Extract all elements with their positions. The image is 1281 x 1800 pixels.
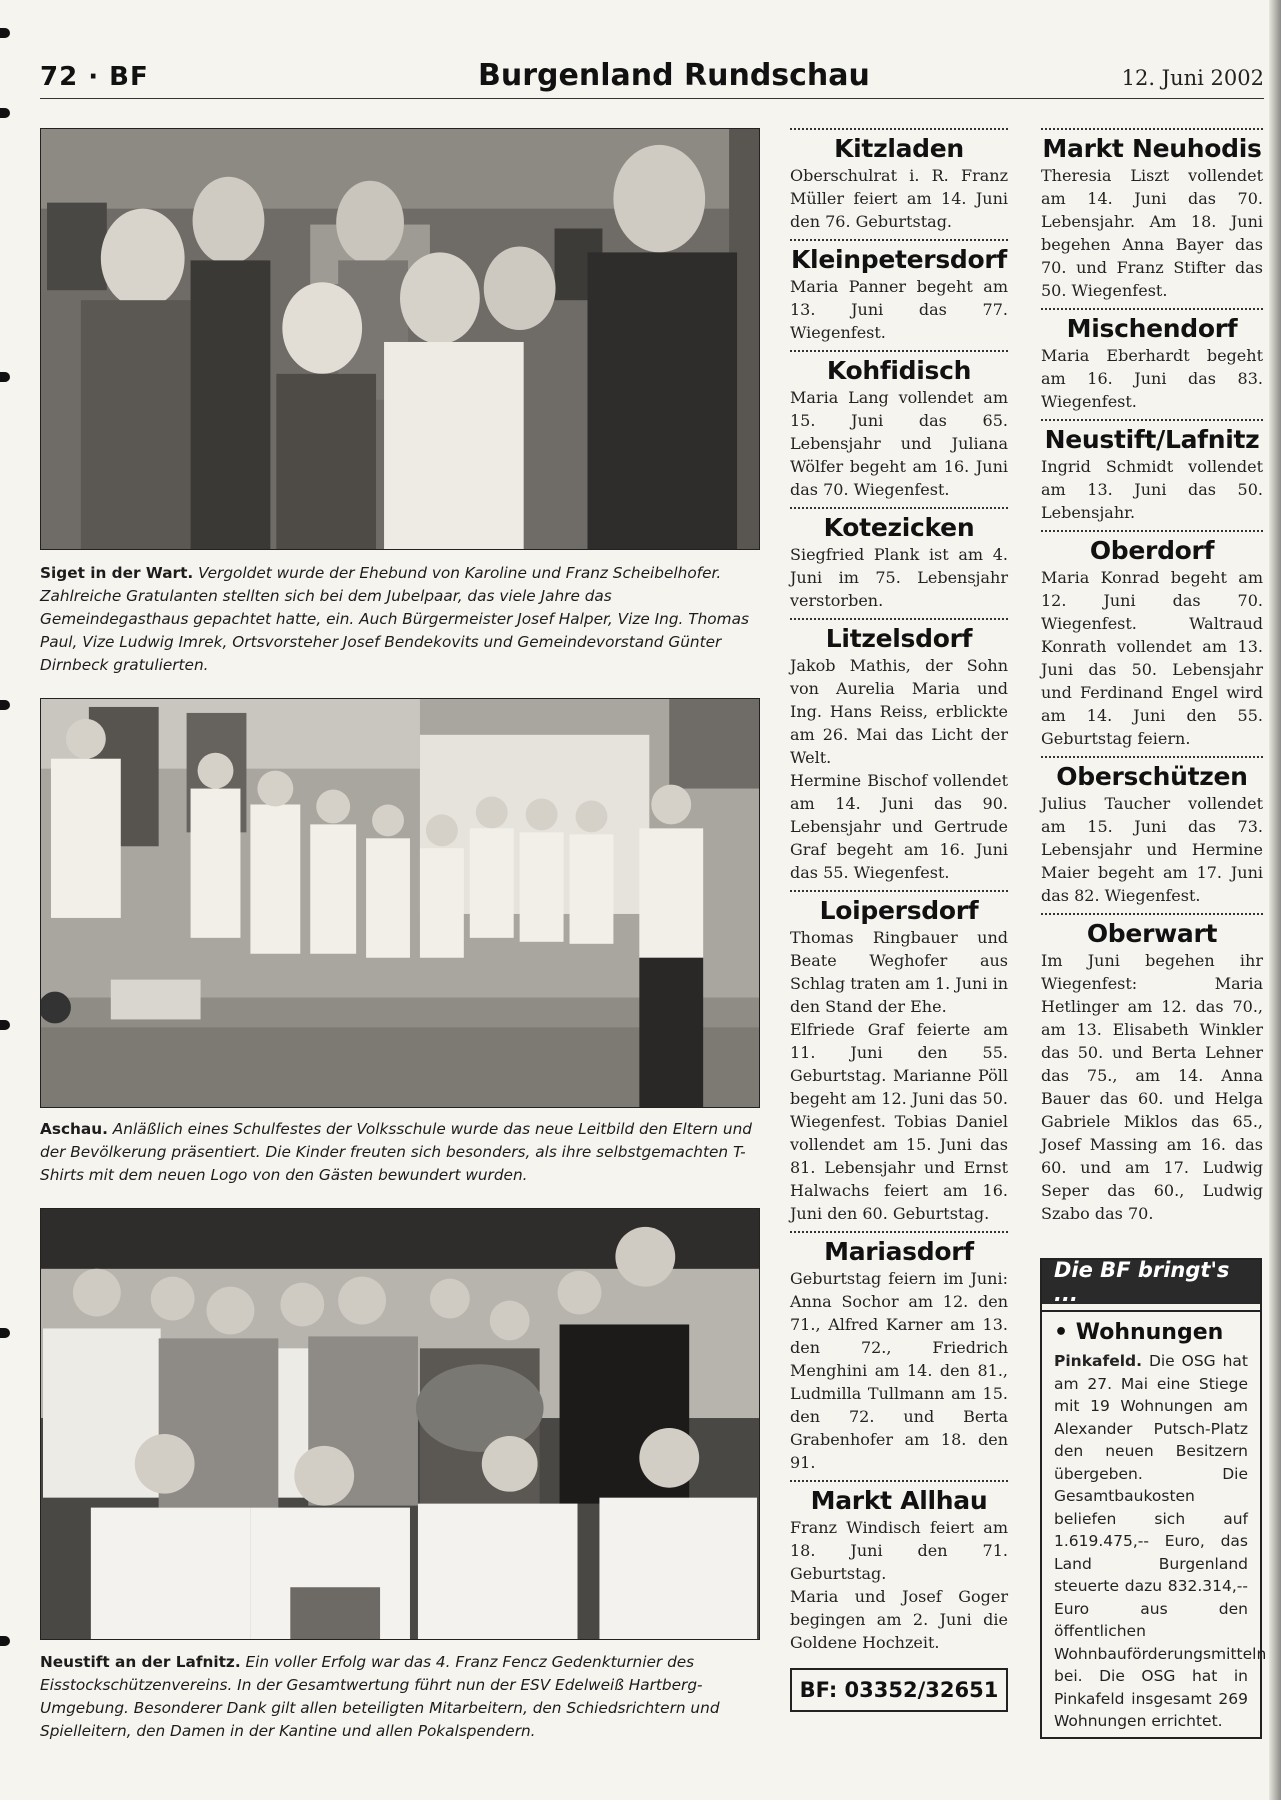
- issue-date: 12. Juni 2002: [1121, 66, 1264, 90]
- entry-text: Im Juni begehen ihr Wiegenfest: Maria Hetlinger am 12. das 70., am 13. Elisabeth Winkler das 50. und Berta Lehner das 75., am 14. Anna Bauer das 60. und Helga Gabriele Miklos das 65., Josef Massing am 16. das 60. und am 17. Ludwig Seper das 60., Ludwig Szabo das 70.: [1041, 951, 1263, 1223]
- binder-hole: [0, 108, 10, 118]
- announcement-entry: [1041, 128, 1263, 302]
- entry-title: Loipersdorf: [819, 896, 979, 925]
- bf-box-lead: Pinkafeld.: [1054, 1352, 1143, 1370]
- binder-hole: [0, 28, 10, 38]
- announcement-entry: [790, 239, 1008, 344]
- announcement-entry: [790, 128, 1008, 233]
- entry-title: Oberdorf: [1089, 536, 1215, 565]
- bf-news-box: [1040, 1258, 1267, 1739]
- entry-text: Theresia Liszt vollendet am 14. Juni das 70. Lebensjahr. Am 18. Juni begehen Anna Bayer das 70. und Franz Stifter das 50. Wiegenfest.: [1041, 166, 1263, 300]
- entry-title: Markt Neuhodis: [1042, 134, 1262, 163]
- photo-golden-wedding: [40, 128, 760, 550]
- phone-number-box: BF: 03352/32651: [790, 1668, 1008, 1712]
- header-rule: [40, 98, 1264, 99]
- entry-title: Kotezicken: [823, 513, 975, 542]
- caption-body: Ein voller Erfolg war das 4. Franz Fencz Gedenkturnier des Eisstockschützenvereins. In der Gesamtwertung führt nun der ESV Edelweiß Hartberg-Umgebung. Besonderer Dank gilt allen beteiligten Mitarbeitern, den Schiedsrichtern und Spielleitern, den Damen in der Kantine und allen Pokalspendern.: [40, 1653, 720, 1740]
- entry-text: Thomas Ringbauer und Beate Weghofer aus Schlag traten am 1. Juni in den Stand der Ehe.: [790, 928, 1008, 1016]
- photo-caption: [40, 1651, 760, 1743]
- entry-title: Litzelsdorf: [825, 624, 973, 653]
- caption-body: Anläßlich eines Schulfestes der Volksschule wurde das neue Leitbild den Eltern und der Bevölkerung präsentiert. Die Kinder freuten sich besonders, als ihre selbstgemachten T-Shirts mit dem neuen Logo von den Gästen bewundert wurden.: [40, 1120, 753, 1184]
- announcement-entry: [790, 890, 1008, 1225]
- photo-curling-tournament: [40, 1208, 760, 1640]
- bf-box-body: Die OSG hat am 27. Mai eine Stiege mit 19 Wohnungen am Alexander Putsch-Platz den neuen Besitzern übergeben. Die Gesamtbaukosten beliefen sich auf 1.619.475,-- Euro, das Land Burgenland steuerte dazu 832.314,-- Euro aus den öffentlichen Wohnbauförderungsmitteln bei. Die OSG hat in Pinkafeld insgesamt 269 Wohnungen errichtet.: [1054, 1352, 1267, 1730]
- entry-text: Maria und Josef Goger begingen am 2. Juni die Goldene Hochzeit.: [790, 1587, 1008, 1652]
- caption-lead: Neustift an der Lafnitz.: [40, 1653, 241, 1671]
- entry-text: Ingrid Schmidt vollendet am 13. Juni das 50. Lebensjahr.: [1041, 457, 1263, 522]
- announcement-entry: [1041, 419, 1263, 524]
- entry-text: Maria Lang vollendet am 15. Juni das 65. Lebensjahr und Juliana Wölfer begeht am 16. Juni das 70. Wiegenfest.: [790, 388, 1008, 499]
- announcement-entry: [1041, 913, 1263, 1225]
- caption-lead: Aschau.: [40, 1120, 108, 1138]
- entry-text: Maria Panner begeht am 13. Juni das 77. Wiegenfest.: [790, 277, 1008, 342]
- entry-title: Kohfidisch: [826, 356, 972, 385]
- caption-lead: Siget in der Wart.: [40, 564, 194, 582]
- bf-box-heading: • Wohnungen: [1054, 1320, 1224, 1345]
- entry-text: Elfriede Graf feierte am 11. Juni den 55. Geburtstag. Marianne Pöll begeht am 12. Juni das 50. Wiegenfest. Tobias Daniel vollendet am 15. Juni das 81. Lebensjahr und Ernst Halwachs feiert am 16. Juni den 60. Geburtstag.: [790, 1020, 1008, 1223]
- binder-hole: [0, 1328, 10, 1338]
- announcement-entry: [790, 618, 1008, 884]
- binder-hole: [0, 700, 10, 710]
- bf-box-banner: Die BF bringt's ...: [1042, 1260, 1260, 1304]
- entry-text: Geburtstag feiern im Juni: Anna Sochor am 12. den 71., Alfred Karner am 13. den 72., Friedrich Menghini am 14. den 81., Ludmilla Tullmann am 15. den 72. und Berta Grabenhofer am 18. den 91.: [790, 1269, 1008, 1472]
- binder-hole: [0, 1636, 10, 1646]
- entry-text: Julius Taucher vollendet am 15. Juni das 73. Lebensjahr und Hermine Maier begeht am 17. Juni das 82. Wiegenfest.: [1041, 794, 1263, 905]
- entry-title: Oberschützen: [1056, 762, 1248, 791]
- announcement-entry: [1041, 530, 1263, 750]
- photo-caption: [40, 1118, 760, 1187]
- caption-body: Vergoldet wurde der Ehebund von Karoline und Franz Scheibelhofer. Zahlreiche Gratulanten stellten sich bei dem Jubelpaar, das viele Jahre das Gemeindegasthaus gepachtet hatte, ein. Auch Bürgermeister Josef Halper, Vize Ing. Thomas Paul, Vize Ludwig Imrek, Ortsvorsteher Josef Bendekovits und Gemeindevorstand Günter Dirnbeck gratulierten.: [40, 564, 749, 674]
- entry-title: Kitzladen: [834, 134, 964, 163]
- photo-school-festival: [40, 698, 760, 1108]
- announcement-entry: [1041, 756, 1263, 907]
- entry-title: Kleinpetersdorf: [790, 245, 1007, 274]
- bf-box-text: [1054, 1350, 1267, 1733]
- entry-text: Oberschulrat i. R. Franz Müller feiert am 14. Juni den 76. Geburtstag.: [790, 166, 1008, 231]
- entry-text: Maria Konrad begeht am 12. Juni das 70. Wiegenfest. Waltraud Konrath vollendet am 13. Juni das 50. Lebensjahr und Ferdinand Engel wird am 14. Juni den 55. Geburtstag feiern.: [1041, 568, 1263, 748]
- binder-hole: [0, 372, 10, 382]
- entry-text: Franz Windisch feiert am 18. Juni den 71. Geburtstag.: [790, 1518, 1008, 1583]
- page-number: 72 · BF: [40, 62, 149, 92]
- entry-text: Siegfried Plank ist am 4. Juni im 75. Lebensjahr verstorben.: [790, 545, 1008, 610]
- announcement-entry: [790, 507, 1008, 612]
- entry-text: Hermine Bischof vollendet am 14. Juni das 90. Lebensjahr und Gertrude Graf begeht am 16. Juni das 55. Wiegenfest.: [790, 771, 1008, 882]
- entry-title: Mischendorf: [1066, 314, 1238, 343]
- photo-caption: [40, 562, 760, 677]
- publication-title: Burgenland Rundschau: [478, 58, 870, 93]
- entry-title: Neustift/Lafnitz: [1044, 425, 1260, 454]
- announcement-entry: [790, 1231, 1008, 1474]
- entry-title: Oberwart: [1086, 919, 1218, 948]
- announcement-entry: [790, 1480, 1008, 1654]
- entry-text: Maria Eberhardt begeht am 16. Juni das 83. Wiegenfest.: [1041, 346, 1263, 411]
- bf-box-content: [1042, 1310, 1267, 1733]
- announcements-column-2: [1041, 128, 1263, 1231]
- page-header: [40, 58, 1264, 100]
- announcement-entry: [1041, 308, 1263, 413]
- entry-title: Mariasdorf: [824, 1237, 974, 1266]
- entry-text: Jakob Mathis, der Sohn von Aurelia Maria und Ing. Hans Reiss, erblickte am 26. Mai das Licht der Welt.: [790, 656, 1008, 767]
- announcements-column-1: [790, 128, 1008, 1712]
- binder-hole: [0, 1020, 10, 1030]
- entry-title: Markt Allhau: [810, 1486, 988, 1515]
- page-edge-shadow: [1269, 0, 1281, 1800]
- announcement-entry: [790, 350, 1008, 501]
